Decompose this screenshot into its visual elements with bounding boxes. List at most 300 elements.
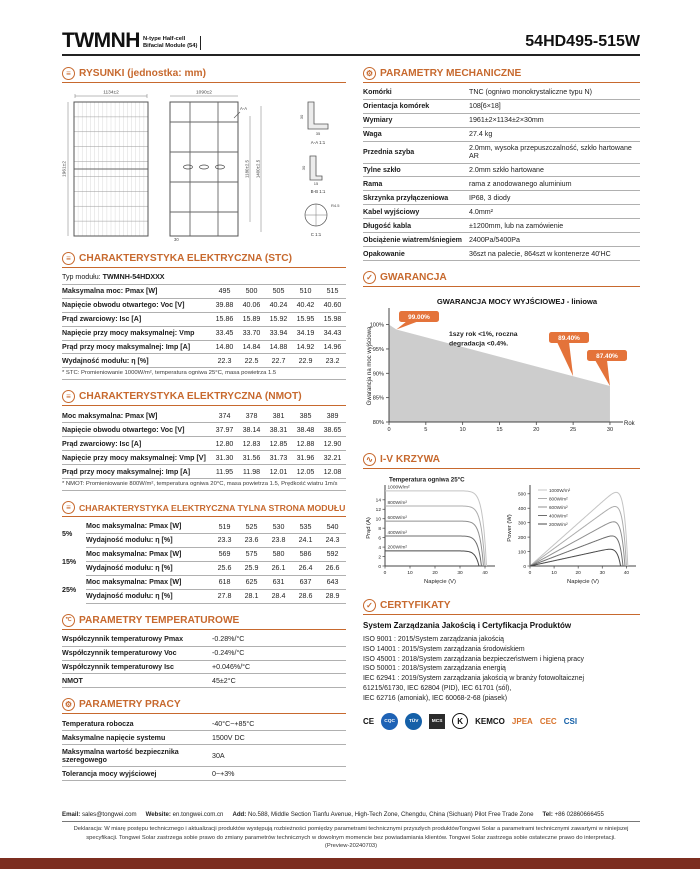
x-tick-label: 30 <box>606 427 614 434</box>
row-value: 40.60 <box>323 301 342 310</box>
detail-c-radius: R4.5 <box>331 203 340 208</box>
curve-label: 600W/m² <box>387 515 407 521</box>
table-row <box>363 100 640 114</box>
row-label: Tylne szkło <box>363 165 401 174</box>
mechanical-table <box>363 86 640 261</box>
row-value: 26.1 <box>271 564 286 573</box>
certificate-line: 61215/61730, IEC 62804 (PID), IEC 61701 (sól), <box>363 685 512 693</box>
detail-b-caption: B-B 1:1 <box>310 189 326 194</box>
y-tick-label: 300 <box>517 521 526 527</box>
x-tick-label: 20 <box>533 427 540 434</box>
row-label: Waga <box>363 130 382 139</box>
section-cut-mark: A-A <box>240 106 247 111</box>
row-value: 519 <box>218 522 231 531</box>
x-tick-label: 30 <box>599 571 605 577</box>
brand-subtitle-line1: N-type Half-cell <box>142 36 186 43</box>
table-row <box>62 731 346 745</box>
section-title: CHARAKTERYSTYKA ELEKTRYCZNA TYLNA STRONA MODUŁU <box>79 502 346 513</box>
row-label: Moc maksymalna: Pmax [W] <box>86 522 182 531</box>
row-value: 38.48 <box>296 425 315 434</box>
y-tick-label: 0 <box>378 564 381 570</box>
front-height-dimension: 1961±2 <box>62 161 68 177</box>
chart-note: degradacja <0.4%. <box>449 340 509 348</box>
warranty-shield-icon: ✓ <box>363 271 376 284</box>
row-label: Obciążenie wiatrem/śniegiem <box>363 235 462 244</box>
iv-curve <box>385 521 484 566</box>
row-value: 11.95 <box>215 467 234 476</box>
row-value: 569 <box>218 550 231 559</box>
front-width-dimension: 1134±2 <box>103 90 119 96</box>
table-row <box>62 313 346 327</box>
work-params-icon: ⚙ <box>62 698 75 711</box>
x-tick-label: 30 <box>457 571 463 577</box>
row-value: 2.0mm szkło hartowane <box>469 166 544 174</box>
section-title: I-V KRZYWA <box>380 454 440 466</box>
row-value: 14.92 <box>296 343 315 351</box>
tüv-cert-logo: TÜV <box>405 713 422 730</box>
row-value: 25.6 <box>217 564 232 573</box>
row-value: 34.43 <box>323 329 342 338</box>
row-value: 15.86 <box>215 315 234 324</box>
address-label: Add: <box>232 810 247 818</box>
legend-label: 600W/m² <box>549 505 568 511</box>
y-tick-label: 14 <box>375 498 381 504</box>
table-row <box>363 247 640 261</box>
section-stc <box>62 252 346 380</box>
row-value: 33.94 <box>269 329 288 338</box>
row-label: Kabel wyjściowy <box>363 207 420 216</box>
drawings-icon: ≡ <box>62 67 75 80</box>
row-value: 28.1 <box>244 592 259 601</box>
section-header <box>363 453 640 469</box>
row-value: 625 <box>245 578 258 587</box>
drawings-row <box>62 86 346 242</box>
table-row <box>62 451 346 465</box>
row-value: 2400Pa/5400Pa <box>469 235 520 244</box>
website-value: en.tongwei.com.cn <box>172 810 224 818</box>
row-value: 45±2°C <box>212 676 236 685</box>
gain-label: 25% <box>62 585 77 594</box>
chart-title: GWARANCJA MOCY WYJŚCIOWEJ - liniowa <box>436 297 598 307</box>
table-row <box>363 86 640 100</box>
row-label: Tolerancja mocy wyjściowej <box>62 769 157 778</box>
row-value: 28.9 <box>325 592 340 601</box>
certificate-line: ISO 14001 : 2015/System zarządzania środowiskiem <box>363 645 525 653</box>
table-row <box>363 164 640 178</box>
section-header <box>363 271 640 287</box>
section-temperature <box>62 614 346 689</box>
address-item <box>232 811 533 818</box>
table-row <box>86 548 346 562</box>
section-warranty <box>363 271 640 443</box>
section-title: PARAMETRY PRACY <box>79 699 181 711</box>
x-tick-label: 40 <box>623 571 630 577</box>
x-tick-label: 20 <box>432 571 438 577</box>
electrical-stc-icon: ≡ <box>62 252 75 265</box>
tel-item <box>542 811 603 818</box>
row-label: Długość kabla <box>363 221 412 230</box>
row-value: 30A <box>212 751 225 760</box>
row-value: 540 <box>326 522 339 531</box>
website-item <box>146 811 224 818</box>
callout-tail <box>557 342 573 376</box>
row-value: 12.01 <box>269 467 288 476</box>
row-value: 28.6 <box>298 592 313 601</box>
table-row <box>62 647 346 661</box>
table-row <box>363 219 640 233</box>
row-value: 500 <box>245 287 258 296</box>
nmot-table <box>62 409 346 479</box>
row-value: 515 <box>326 287 339 296</box>
table-row <box>62 633 346 647</box>
iv-power-chart <box>504 472 640 589</box>
row-value: 12.85 <box>269 439 288 448</box>
row-value: 12.80 <box>215 439 234 448</box>
table-row <box>363 191 640 205</box>
x-tick-label: 20 <box>575 571 581 577</box>
warranty-chart <box>363 290 640 438</box>
row-value: 36szt na palecie, 864szt w kontenerze 40'HC <box>469 249 611 258</box>
detail-b-width: 15 <box>313 181 319 186</box>
row-value: 22.9 <box>298 356 313 365</box>
row-value: 495 <box>218 287 231 296</box>
row-value: 580 <box>272 550 285 559</box>
row-value: 27.4 kg <box>469 130 493 139</box>
stc-table <box>62 285 346 369</box>
y-tick-label: 2 <box>378 555 381 561</box>
row-value: +0.046%/°C <box>212 663 251 671</box>
rear-gain-group <box>62 548 346 576</box>
row-label: Prąd przy mocy maksymalnej: Imp [A] <box>62 467 191 476</box>
stc-footnote: * STC: Promieniowanie 1000W/m², temperatura ogniwa 25°C, masa powietrza 1.5 <box>62 368 346 380</box>
cell-grid <box>74 102 148 236</box>
ce-cert-logo: CE <box>363 716 375 726</box>
row-value: 31.30 <box>215 453 234 462</box>
row-value: 28.4 <box>271 592 286 601</box>
row-value: 643 <box>326 578 339 587</box>
curve-label: 800W/m² <box>387 500 407 506</box>
row-value: 37.97 <box>215 425 234 434</box>
kemco-cert-logo: KEMCO <box>475 716 505 726</box>
table-row <box>62 409 346 423</box>
iv-curve-icon: ∿ <box>363 453 376 466</box>
certificates-list <box>363 635 640 704</box>
callout-value: 89.40% <box>558 335 580 343</box>
table-row <box>62 674 346 688</box>
y-tick-label: 85% <box>372 395 384 402</box>
declaration-line1: Deklaracja: W miarę postępu technicznego i aktualizacji produktów występują rozbieżności pomiędzy parametrami technicznymi przyszłych produktówTongwei Solar a parametrami technicznymi zawartymi w niniejszej <box>73 825 629 832</box>
row-value: 24.3 <box>325 536 340 545</box>
row-value: 23.3 <box>217 536 232 545</box>
row-value: IP68, 3 diody <box>469 193 511 202</box>
contact-row <box>62 811 640 821</box>
gain-label: 15% <box>62 557 77 566</box>
row-value: 1500V DC <box>212 733 245 742</box>
certificates-heading: System Zarządzania Jakością i Certyfikacja Produktów <box>363 621 572 631</box>
row-value: 33.45 <box>215 329 234 338</box>
row-value: 2.0mm, wysoka przepuszczalność, szkło hartowane AR <box>469 144 632 161</box>
brand-subtitle-line2: Bifacial Module (54) <box>142 43 198 50</box>
x-tick-label: 25 <box>570 427 577 434</box>
row-value: 637 <box>299 578 312 587</box>
gain-rows <box>86 548 346 576</box>
row-value: 12.08 <box>323 467 342 476</box>
callout-value: 87.40% <box>596 353 618 361</box>
row-label: Współczynnik temperaturowy Isc <box>62 662 174 671</box>
row-value: 39.88 <box>215 301 234 310</box>
section-header <box>363 67 640 83</box>
table-row <box>62 285 346 299</box>
module-type-row <box>62 271 346 285</box>
section-title: CERTYFIKATY <box>380 600 451 612</box>
row-label: Orientacja komórek <box>363 102 430 111</box>
row-value: 505 <box>272 287 285 296</box>
x-tick-label: 15 <box>496 427 503 434</box>
section-mechanical <box>363 67 640 261</box>
temperature-table <box>62 633 346 689</box>
y-tick-label: 12 <box>375 508 381 514</box>
row-value: 11.98 <box>242 467 261 476</box>
x-tick-label: 10 <box>459 427 466 434</box>
table-row <box>363 205 640 219</box>
row-value: 12.90 <box>323 439 342 448</box>
cec-cert-logo: CEC <box>539 716 557 726</box>
content-columns <box>62 67 640 791</box>
row-value: 535 <box>299 522 312 531</box>
row-value: 40.42 <box>296 301 315 310</box>
certificate-line: IEC 62716 (amoniak), IEC 60068-2-68 (piasek) <box>363 694 508 702</box>
row-value: 38.14 <box>242 425 261 434</box>
certificates-icon: ✓ <box>363 599 376 612</box>
section-iv-curve <box>363 453 640 589</box>
section-nmot <box>62 390 346 491</box>
y-tick-label: 0 <box>523 564 526 570</box>
tel-value: +86 02860666455 <box>554 810 604 818</box>
chart-note: 1szy rok <1%, roczna <box>449 331 518 339</box>
table-row <box>62 437 346 451</box>
row-label: Komórki <box>363 88 392 97</box>
iv-curve <box>385 551 479 566</box>
rear-gain-group <box>62 520 346 548</box>
row-value: 510 <box>299 287 312 296</box>
x-axis-label: Napięcie (V) <box>424 579 456 586</box>
declaration-line3: (Preview-20240703) <box>324 843 378 850</box>
row-label: Współczynnik temperaturowy Pmax <box>62 635 184 644</box>
row-value: 530 <box>272 522 285 531</box>
row-value: 4.0mm² <box>469 207 494 216</box>
table-row <box>62 767 346 781</box>
row-value: 575 <box>245 550 258 559</box>
y-tick-label: 100 <box>517 550 526 556</box>
certificate-line: IEC 62941 : 2019/System zarządzania jakością w branży fotowoltaicznej <box>363 675 584 683</box>
chart-title: Temperatura ogniwa 25°C <box>389 476 465 484</box>
table-row <box>363 177 640 191</box>
row-value: 22.3 <box>217 356 232 365</box>
row-value: 32.21 <box>323 453 342 462</box>
row-value: 14.96 <box>323 343 342 351</box>
row-value: 12.05 <box>296 467 315 476</box>
front-view-drawing <box>62 88 154 242</box>
tel-label: Tel: <box>542 810 553 818</box>
row-value: 15.98 <box>323 315 342 324</box>
callout-value: 99.00% <box>408 314 430 322</box>
row-label: Prąd zwarciowy: Isc [A] <box>62 439 142 448</box>
row-value: 25.9 <box>244 564 259 573</box>
row-label: Napięcie obwodu otwartego: Voc [V] <box>62 301 185 310</box>
row-value: 34.19 <box>296 329 315 338</box>
bottom-accent-bar <box>0 858 700 869</box>
detail-c-caption: C 1:1 <box>310 232 322 237</box>
back-view-drawing <box>160 88 272 242</box>
certificate-line: ISO 9001 : 2015/System zarządzania jakością <box>363 636 504 644</box>
section-title: GWARANCJA <box>380 272 447 284</box>
table-row <box>86 562 346 576</box>
iv-current-chart <box>363 472 499 589</box>
section-header <box>62 614 346 630</box>
legend-label: 400W/m² <box>549 513 568 519</box>
email-value: sales@tongwei.com <box>82 810 137 818</box>
table-row <box>62 423 346 437</box>
table-row <box>62 327 346 341</box>
row-value: 23.2 <box>325 356 340 365</box>
y-tick-label: 8 <box>378 527 381 533</box>
row-value: 15.89 <box>242 315 261 324</box>
table-row <box>86 576 346 590</box>
y-tick-label: 200 <box>517 536 526 542</box>
row-value: 40.06 <box>242 301 261 310</box>
x-tick-label: 5 <box>424 427 428 434</box>
section-title: CHARAKTERYSTYKA ELEKTRYCZNA (STC) <box>79 253 292 264</box>
cqc-cert-logo: CQC <box>381 713 398 730</box>
row-value: 14.80 <box>215 343 234 351</box>
row-value: 631 <box>272 578 285 587</box>
electrical-rear-icon: ≡ <box>62 501 75 514</box>
detail-a-caption: A-A 1:1 <box>310 140 326 145</box>
row-label: Maksymalne napięcie systemu <box>62 733 166 742</box>
row-label: Napięcie przy mocy maksymalnej: Vmp [V] <box>62 453 206 462</box>
y-axis-label: Gwarancja na moc wyjściową <box>367 326 373 406</box>
model-number: 54HD495-515W <box>525 33 640 50</box>
right-column <box>363 67 640 791</box>
section-header <box>62 252 346 268</box>
row-value: 1961±2×1134±2×30mm <box>469 116 544 125</box>
row-value: 378 <box>245 411 258 420</box>
brand-name: TWMNH <box>62 29 140 52</box>
row-value: 24.1 <box>298 536 313 545</box>
row-value: -0.24%/°C <box>212 649 245 658</box>
module-type-label: Typ modułu: <box>62 273 101 282</box>
row-value: 12.83 <box>242 439 261 448</box>
callout-tail <box>595 360 610 386</box>
row-value: 26.4 <box>298 564 313 573</box>
address-value: No.588, Middle Section Tianfu Avenue, High-Tech Zone, Chengdu, China (Sichuan) Pilot Free Trade Zone <box>248 810 534 818</box>
legend-label: 800W/m² <box>549 496 568 502</box>
row-value: 525 <box>245 522 258 531</box>
certificate-line: ISO 45001 : 2018/System zarządzania bezpieczeństwem i higieną pracy <box>363 655 585 663</box>
detail-b-height: 30 <box>301 165 306 171</box>
module-type-value: TWMNH-54HDXXX <box>102 273 165 282</box>
section-header <box>62 501 346 517</box>
mount-hole-dim-inner: 1180±2.5 <box>244 160 250 178</box>
x-tick-label: 10 <box>407 571 413 577</box>
row-value: 381 <box>272 411 285 420</box>
row-value: 14.88 <box>269 343 288 351</box>
row-label: Moc maksymalna: Pmax [W] <box>86 550 182 559</box>
section-rear <box>62 501 346 604</box>
section-title: PARAMETRY MECHANICZNE <box>380 68 522 79</box>
x-tick-label: 40 <box>482 571 488 577</box>
row-label: Moc maksymalna: Pmax [W] <box>86 578 182 587</box>
iv-charts-row <box>363 472 640 589</box>
row-label: Wydajność modułu: η [%] <box>86 592 173 601</box>
row-value: 40.24 <box>269 301 288 310</box>
row-label: Moc maksymalna: Pmax [W] <box>62 411 158 420</box>
row-value: 38.31 <box>269 425 288 434</box>
row-label: NMOT <box>62 676 83 685</box>
row-value: 22.5 <box>244 356 259 365</box>
y-tick-label: 100% <box>369 322 384 329</box>
row-label: Napięcie obwodu otwartego: Voc [V] <box>62 425 185 434</box>
row-value: -0.28%/°C <box>212 635 245 644</box>
row-value: 586 <box>299 550 312 559</box>
table-row <box>363 233 640 247</box>
table-row <box>62 465 346 479</box>
frame-detail-drawing <box>278 88 342 242</box>
work-table <box>62 717 346 781</box>
table-row <box>86 590 346 604</box>
y-axis-label: Prąd (A) <box>366 517 372 539</box>
section-header <box>62 67 346 83</box>
jpea-cert-logo: JPEA <box>511 716 533 726</box>
mcs-cert-logo: MCS <box>429 714 445 729</box>
curve-label: 1000W/m² <box>387 485 410 491</box>
row-value: 385 <box>299 411 312 420</box>
row-label: Skrzynka przyłączeniowa <box>363 193 449 202</box>
x-tick-label: 10 <box>551 571 557 577</box>
row-value: TNC (ogniwo monokrystaliczne typu N) <box>469 88 592 97</box>
curve-label: 400W/m² <box>387 530 407 536</box>
row-value: 592 <box>326 550 339 559</box>
section-header <box>363 599 640 615</box>
declaration-text <box>62 821 640 851</box>
section-header <box>62 698 346 714</box>
row-value: 0~+3% <box>212 769 235 778</box>
x-tick-label: 0 <box>387 427 391 434</box>
row-label: Prąd zwarciowy: Isc [A] <box>62 315 142 324</box>
table-row <box>62 661 346 675</box>
certificate-line: ISO 50001 : 2018/System zarządzania energią <box>363 665 506 673</box>
csi-cert-logo: CSI <box>563 716 578 726</box>
table-row <box>62 299 346 313</box>
row-label: Maksymalna moc: Pmax [W] <box>62 287 158 296</box>
table-row <box>363 114 640 128</box>
row-value: 27.8 <box>217 592 232 601</box>
curve-label: 200W/m² <box>387 545 407 551</box>
footer <box>62 811 640 851</box>
y-axis-label: Power (W) <box>507 514 513 542</box>
callout-tail <box>396 321 419 329</box>
left-column <box>62 67 346 791</box>
row-value: 23.6 <box>244 536 259 545</box>
x-tick-label: 0 <box>383 571 387 577</box>
y-tick-label: 500 <box>517 492 526 498</box>
row-value: ±1200mm, lub na zamówienie <box>469 221 564 230</box>
row-label: Rama <box>363 179 383 188</box>
row-value: 389 <box>326 411 339 420</box>
row-value: 31.73 <box>269 453 288 462</box>
gain-rows <box>86 520 346 548</box>
row-value: 38.65 <box>323 425 342 434</box>
